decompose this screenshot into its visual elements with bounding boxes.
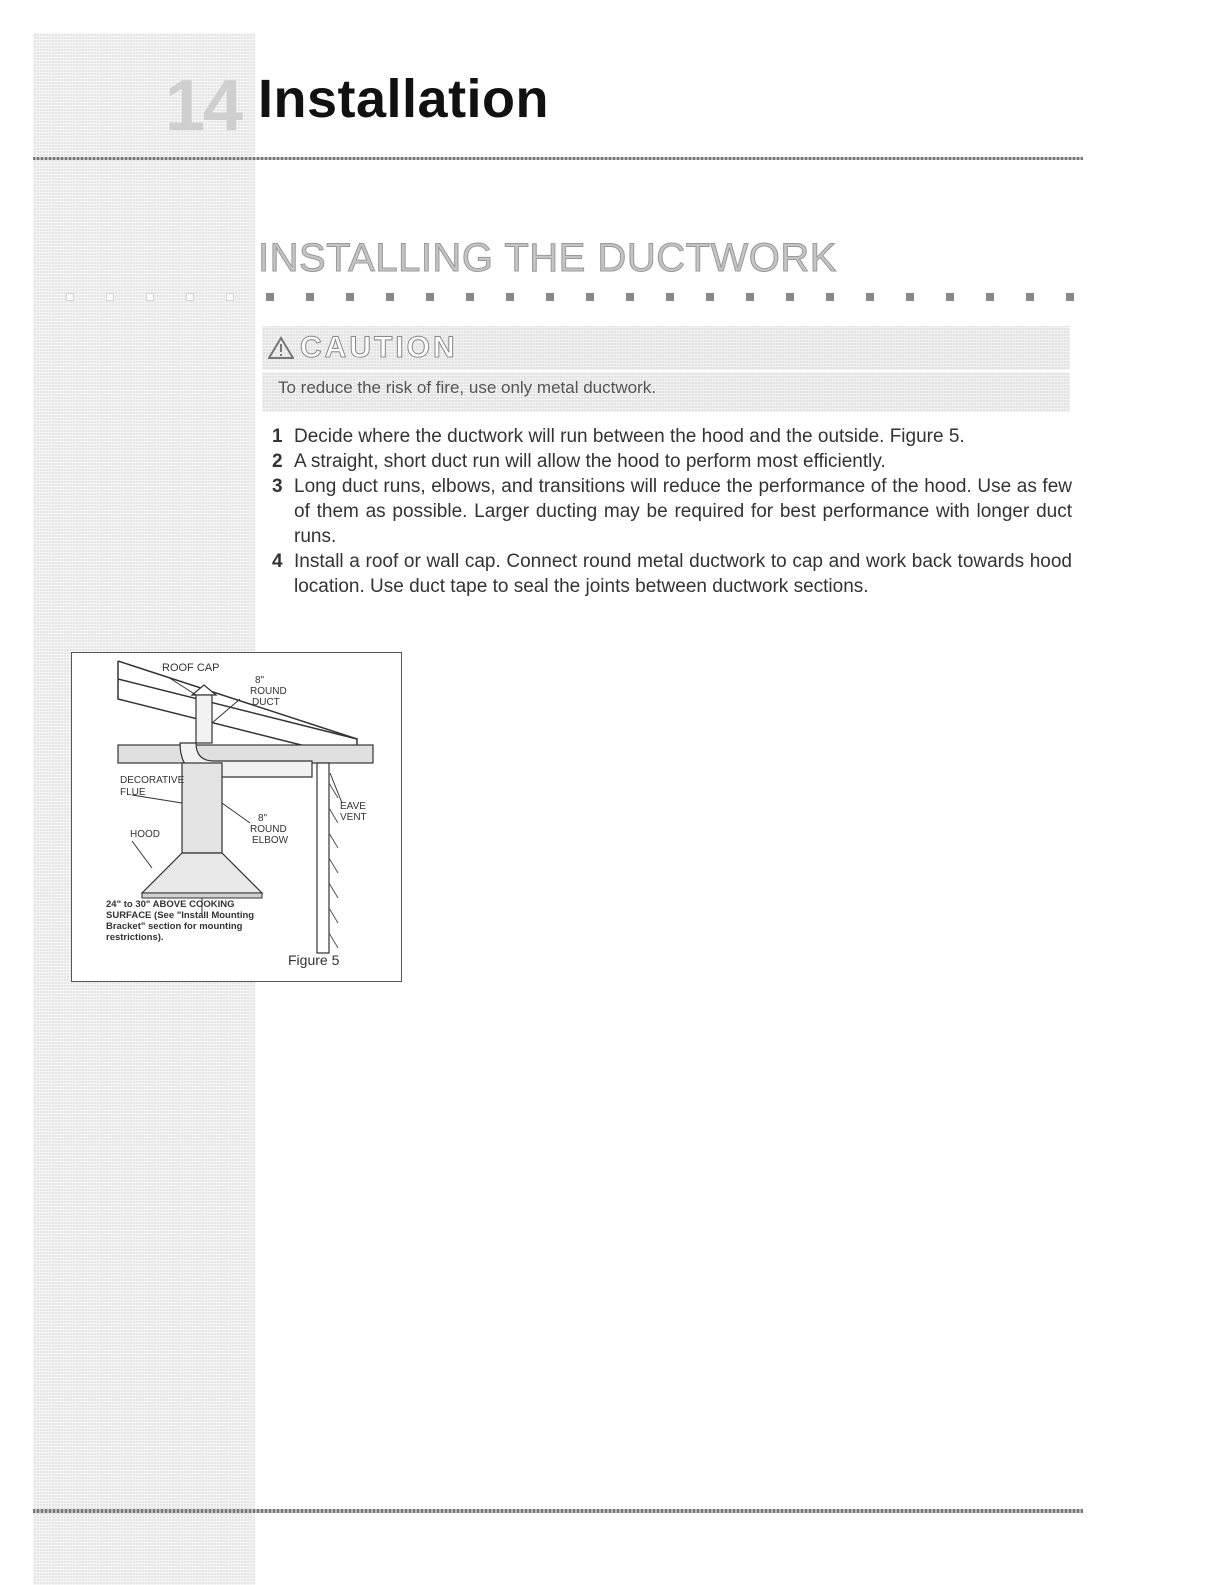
label-mounting-note: SURFACE (See "Install Mounting bbox=[106, 910, 255, 921]
wall-shape bbox=[317, 763, 329, 953]
divider-dot bbox=[1066, 293, 1074, 301]
step-item bbox=[272, 424, 1072, 449]
step-number: 1 bbox=[272, 426, 283, 447]
divider-dot bbox=[746, 293, 754, 301]
divider-dot bbox=[346, 293, 354, 301]
divider-dot bbox=[666, 293, 674, 301]
step-item bbox=[272, 449, 1072, 474]
step-item bbox=[272, 474, 1072, 549]
label-roof-cap: ROOF CAP bbox=[162, 662, 220, 674]
divider-dot bbox=[626, 293, 634, 301]
caution-box bbox=[262, 326, 1070, 412]
divider-dot bbox=[866, 293, 874, 301]
step-number: 2 bbox=[272, 451, 283, 472]
siding bbox=[329, 783, 338, 948]
footer-rule bbox=[33, 1509, 1083, 1513]
steps-list bbox=[272, 424, 1072, 599]
divider-dot bbox=[706, 293, 714, 301]
step-text: Decide where the ductwork will run between the hood and the outside. Figure 5. bbox=[294, 426, 965, 447]
divider-dot bbox=[146, 293, 154, 301]
caution-text: To reduce the risk of fire, use only metal ductwork. bbox=[278, 378, 656, 397]
divider-dot bbox=[586, 293, 594, 301]
label-round-elbow: 8" bbox=[258, 813, 268, 824]
divider-dot bbox=[386, 293, 394, 301]
label-round-duct: 8" bbox=[255, 675, 265, 686]
step-number: 3 bbox=[272, 476, 283, 497]
figure-5 bbox=[71, 652, 402, 982]
hood-shape bbox=[142, 853, 262, 893]
warning-triangle-icon bbox=[268, 336, 294, 360]
section-heading: INSTALLING THE DUCTWORK bbox=[258, 236, 837, 280]
divider-dot bbox=[186, 293, 194, 301]
divider-dot bbox=[226, 293, 234, 301]
divider-dot bbox=[786, 293, 794, 301]
divider-dot bbox=[306, 293, 314, 301]
step-item bbox=[272, 549, 1072, 599]
label-decorative-flue: FLUE bbox=[120, 787, 146, 798]
divider-dot bbox=[946, 293, 954, 301]
hood-rim bbox=[142, 893, 262, 898]
divider-dot bbox=[1026, 293, 1034, 301]
page-number: 14 bbox=[165, 66, 242, 146]
divider-dot bbox=[66, 293, 74, 301]
label-round-elbow: ELBOW bbox=[252, 835, 289, 846]
label-round-duct: DUCT bbox=[252, 697, 280, 708]
label-round-elbow: ROUND bbox=[250, 824, 287, 835]
label-mounting-note: restrictions). bbox=[106, 932, 164, 943]
divider-dot bbox=[826, 293, 834, 301]
round-duct-shape bbox=[196, 695, 212, 743]
label-eave-vent: VENT bbox=[340, 812, 367, 823]
step-number: 4 bbox=[272, 551, 283, 572]
ductwork-diagram bbox=[72, 653, 401, 981]
step-text: Install a roof or wall cap. Connect round metal ductwork to cap and work back towards hood location. Use duct tape to seal the joints between ductwork sections. bbox=[294, 551, 1072, 597]
label-eave-vent: EAVE bbox=[340, 801, 366, 812]
divider-dot bbox=[426, 293, 434, 301]
decorative-flue-shape bbox=[182, 763, 222, 853]
label-mounting-note: 24" to 30" ABOVE COOKING bbox=[106, 899, 235, 910]
divider-dot bbox=[466, 293, 474, 301]
figure-caption: Figure 5 bbox=[288, 952, 340, 968]
step-text: A straight, short duct run will allow the hood to perform most efficiently. bbox=[294, 451, 886, 472]
caution-title: CAUTION bbox=[300, 331, 458, 364]
step-text: Long duct runs, elbows, and transitions will reduce the performance of the hood. Use as few of them as possible. Larger ducting may be required for best performance with longer duct runs. bbox=[294, 476, 1072, 547]
divider-dot bbox=[986, 293, 994, 301]
label-decorative-flue: DECORATIVE bbox=[120, 775, 185, 786]
divider-dot bbox=[546, 293, 554, 301]
divider-dot bbox=[106, 293, 114, 301]
caution-header bbox=[262, 326, 1070, 370]
header-rule bbox=[33, 157, 1083, 160]
divider-dot bbox=[906, 293, 914, 301]
label-hood: HOOD bbox=[130, 829, 160, 840]
divider-dot bbox=[506, 293, 514, 301]
label-round-duct: ROUND bbox=[250, 686, 287, 697]
label-mounting-note: Bracket" section for mounting bbox=[106, 921, 243, 932]
roof-shape bbox=[118, 661, 357, 759]
divider-dot bbox=[266, 293, 274, 301]
soffit bbox=[118, 745, 373, 763]
page-title: Installation bbox=[258, 69, 550, 129]
caution-divider bbox=[262, 370, 1070, 372]
